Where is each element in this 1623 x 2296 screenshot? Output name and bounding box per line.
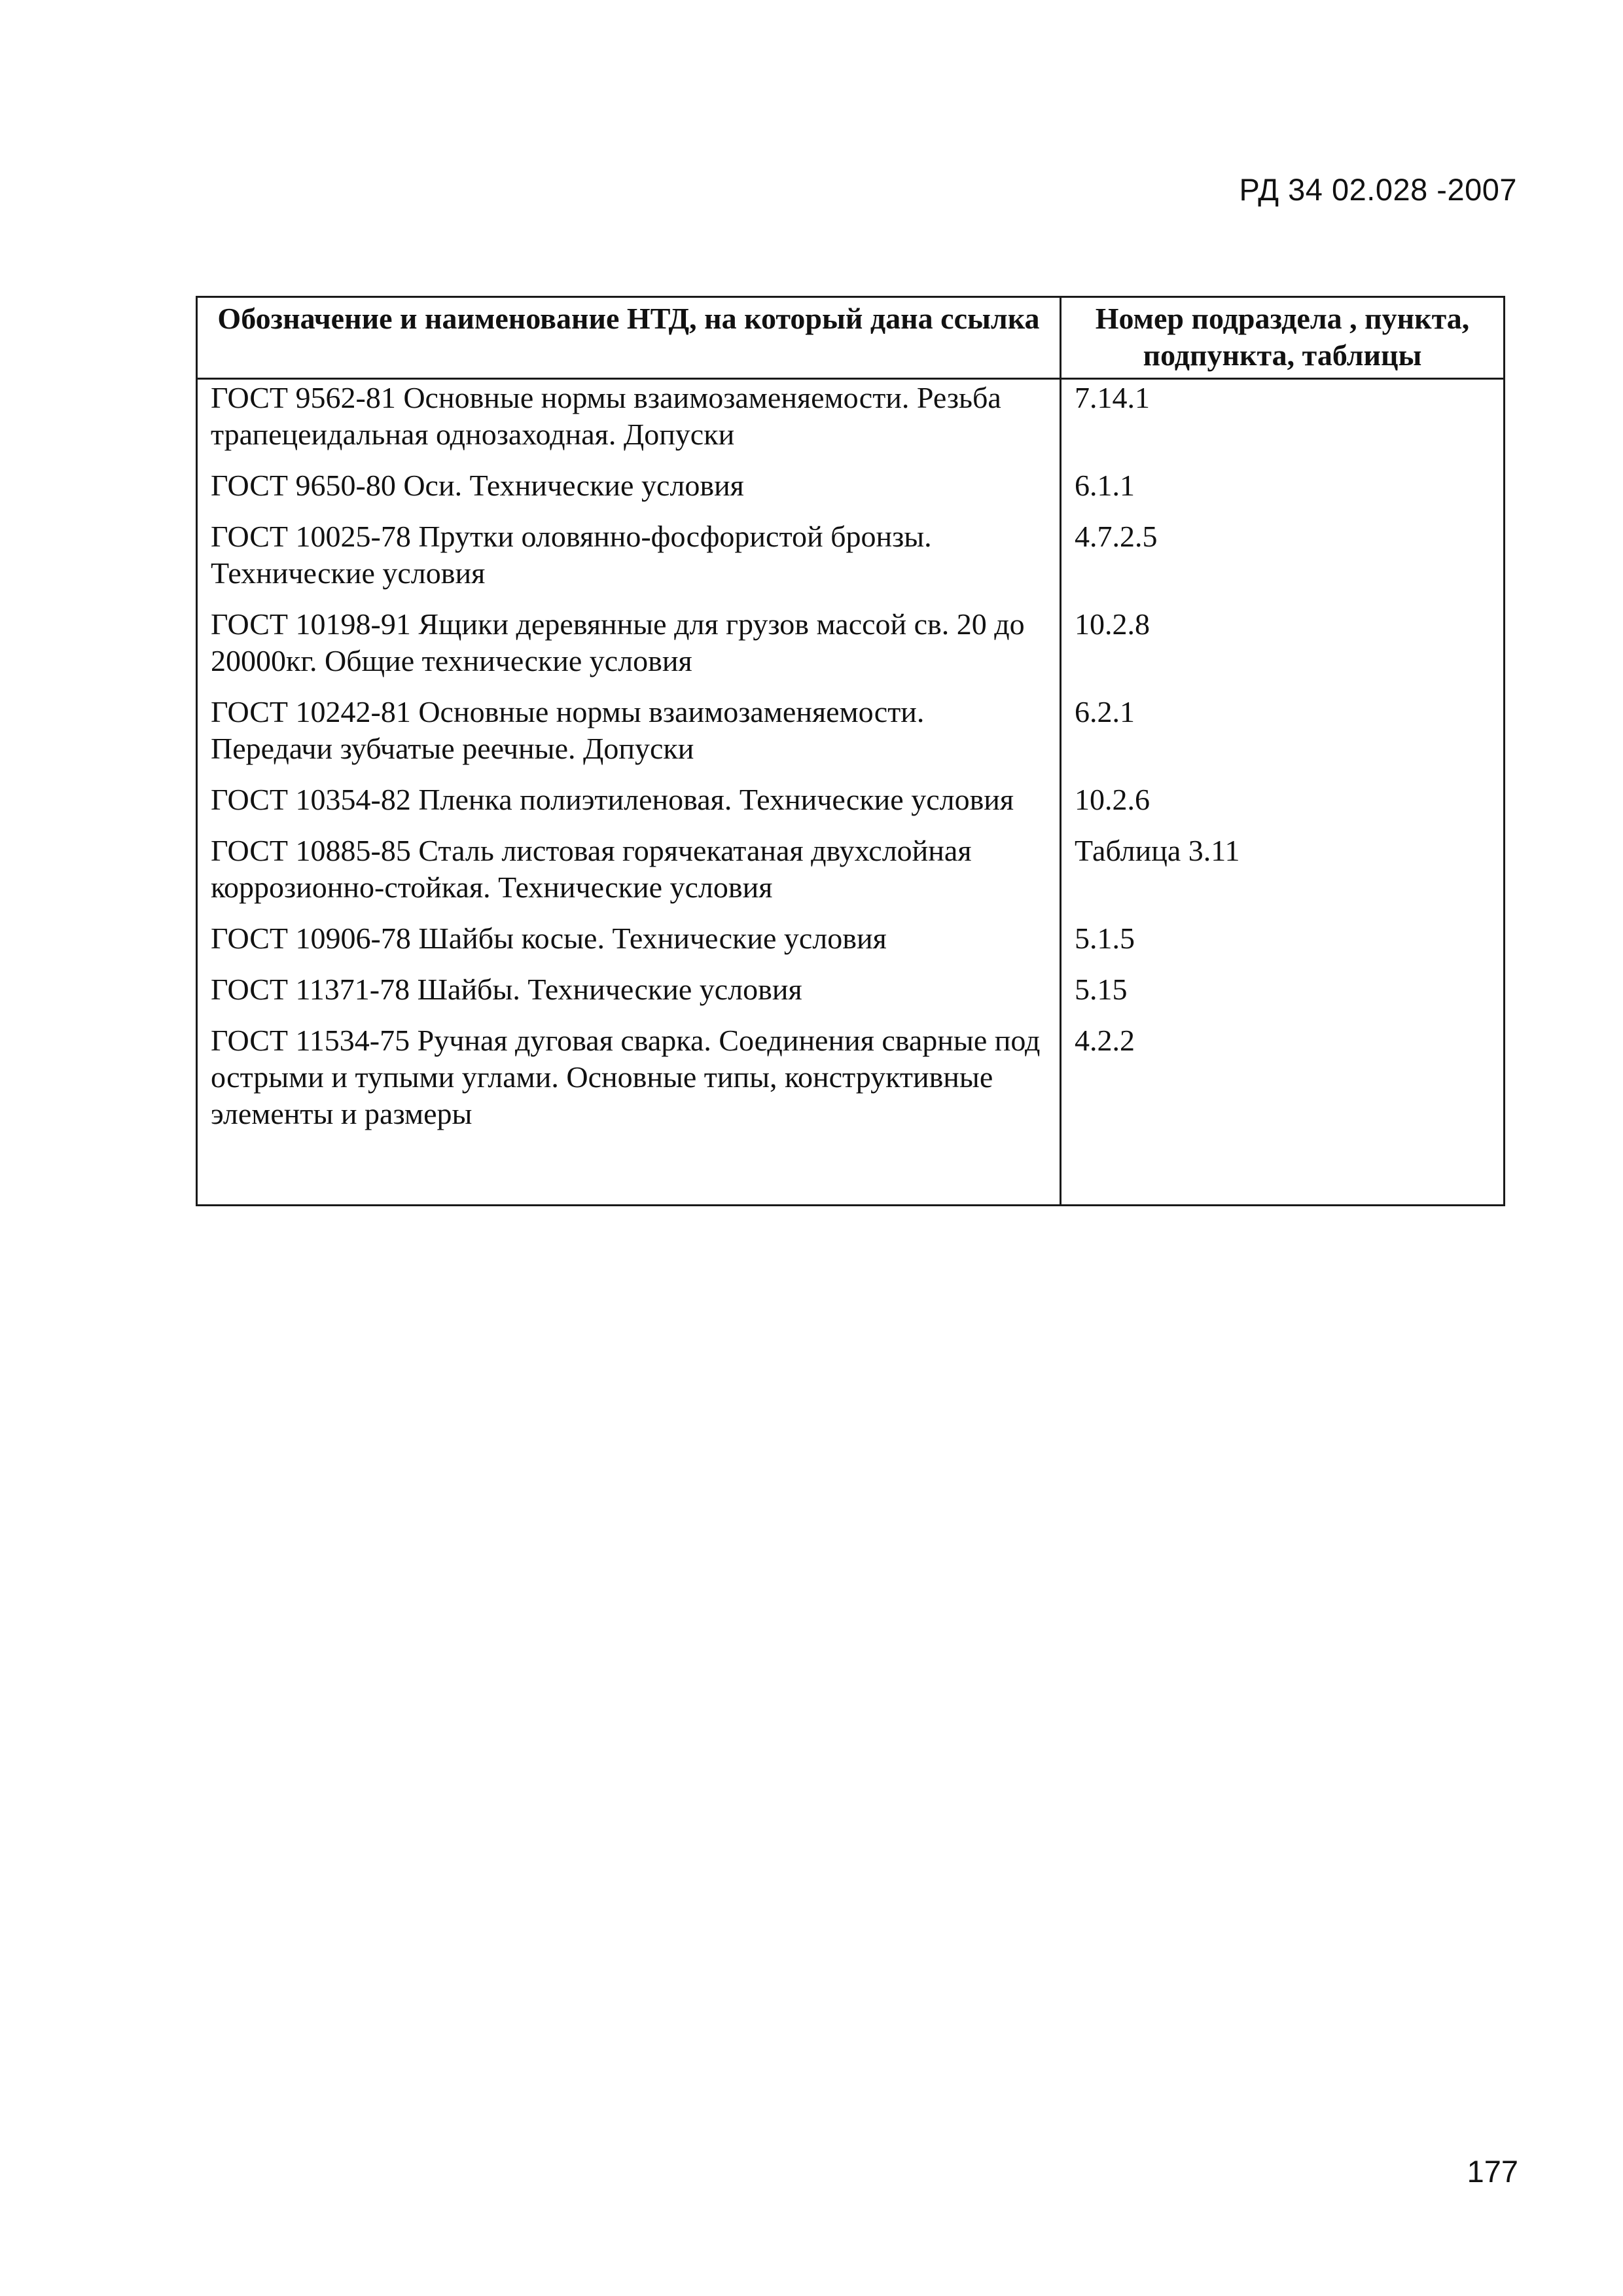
reference-cell: 6.1.1 xyxy=(1061,467,1505,518)
table-row xyxy=(197,781,1505,833)
reference-cell: 4.7.2.5 xyxy=(1061,518,1505,606)
table-header-row xyxy=(197,297,1505,379)
column-header-reference: Номер подраздела , пункта, подпункта, таблицы xyxy=(1061,297,1505,379)
reference-cell: 5.1.5 xyxy=(1061,920,1505,971)
standard-cell: ГОСТ 9562-81 Основные нормы взаимозаменяемости. Резьба трапецеидальная однозаходная. Допуски xyxy=(197,379,1061,468)
standard-cell: ГОСТ 11371-78 Шайбы. Технические условия xyxy=(197,971,1061,1022)
page-number: 177 xyxy=(1467,2154,1518,2189)
standard-cell: ГОСТ 10025-78 Прутки оловянно-фосфористой бронзы. Технические условия xyxy=(197,518,1061,606)
table-row xyxy=(197,606,1505,694)
standard-cell: ГОСТ 9650-80 Оси. Технические условия xyxy=(197,467,1061,518)
reference-cell: 6.2.1 xyxy=(1061,694,1505,781)
reference-cell: 5.15 xyxy=(1061,971,1505,1022)
table-row xyxy=(197,920,1505,971)
table-row xyxy=(197,467,1505,518)
reference-cell: 4.2.2 xyxy=(1061,1022,1505,1206)
reference-cell: 10.2.8 xyxy=(1061,606,1505,694)
standard-cell: ГОСТ 11534-75 Ручная дуговая сварка. Соединения сварные под острыми и тупыми углами. Основные типы, конструктивные элементы и размеры xyxy=(197,1022,1061,1206)
table-row xyxy=(197,518,1505,606)
table-row xyxy=(197,379,1505,468)
column-header-standard: Обозначение и наименование НТД, на который дана ссылка xyxy=(197,297,1061,379)
standard-cell: ГОСТ 10198-91 Ящики деревянные для грузов массой св. 20 до 20000кг. Общие технические условия xyxy=(197,606,1061,694)
standard-cell: ГОСТ 10906-78 Шайбы косые. Технические условия xyxy=(197,920,1061,971)
standard-cell: ГОСТ 10885-85 Сталь листовая горячекатаная двухслойная коррозионно-стойкая. Технические условия xyxy=(197,833,1061,920)
document-code: РД 34 02.028 -2007 xyxy=(1239,172,1517,207)
reference-cell: 7.14.1 xyxy=(1061,379,1505,468)
table-row xyxy=(197,833,1505,920)
standard-cell: ГОСТ 10354-82 Пленка полиэтиленовая. Технические условия xyxy=(197,781,1061,833)
reference-cell: Таблица 3.11 xyxy=(1061,833,1505,920)
table-row xyxy=(197,694,1505,781)
reference-cell: 10.2.6 xyxy=(1061,781,1505,833)
table-row xyxy=(197,1022,1505,1206)
references-table xyxy=(196,296,1505,1206)
table-row xyxy=(197,971,1505,1022)
standard-cell: ГОСТ 10242-81 Основные нормы взаимозаменяемости. Передачи зубчатые реечные. Допуски xyxy=(197,694,1061,781)
